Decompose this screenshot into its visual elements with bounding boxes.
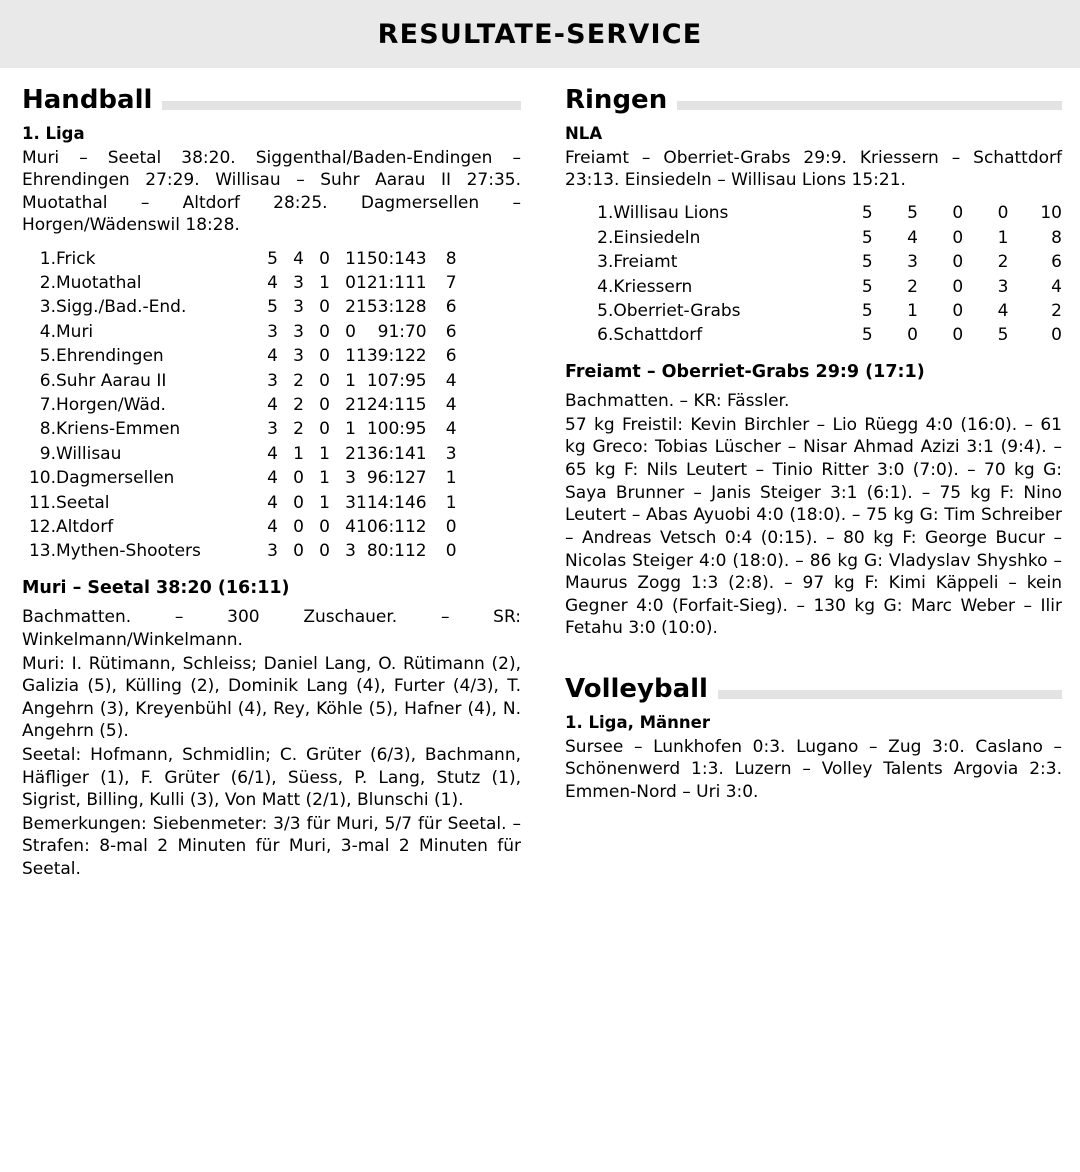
row-losses: 3 — [345, 492, 356, 513]
row-points: 1 — [445, 492, 457, 513]
row-team: Schattdorf — [613, 325, 703, 346]
row-wins: 0 — [293, 492, 304, 513]
row-wins: 0 — [293, 541, 304, 562]
table-row — [22, 296, 457, 320]
handball-standings-table — [22, 247, 457, 564]
row-rank: 3. — [39, 297, 56, 318]
row-draws: 1 — [319, 443, 330, 464]
row-wins: 2 — [293, 419, 304, 440]
row-games: 4 — [267, 468, 278, 489]
row-team: Horgen/Wäd. — [56, 394, 166, 415]
row-draws: 1 — [319, 492, 330, 513]
row-goals: 114:146 — [356, 492, 427, 513]
row-goals: 139:122 — [356, 346, 427, 367]
row-draws: 0 — [319, 517, 330, 537]
row-points: 4 — [445, 394, 457, 415]
row-goals: 80:112 — [366, 541, 427, 562]
match-report-handball — [22, 606, 521, 880]
row-wins: 3 — [293, 346, 304, 367]
row-draws: 0 — [952, 227, 964, 248]
table-row — [22, 393, 457, 417]
row-points: 0 — [445, 541, 457, 562]
row-wins: 4 — [293, 248, 304, 269]
table-row — [22, 369, 457, 393]
row-goals: 121:111 — [356, 272, 427, 293]
row-games: 4 — [267, 272, 278, 293]
row-games: 4 — [267, 492, 278, 513]
table-row — [583, 202, 1062, 226]
section-rule — [718, 690, 1062, 699]
row-draws: 0 — [319, 297, 330, 318]
report-notes: Bemerkungen: Siebenmeter: 3/3 für Muri, 5/7 für Seetal. – Strafen: 8-mal 2 Minuten für Muri, 3-mal 2 Minuten für Seetal. — [22, 813, 521, 880]
row-wins: 4 — [907, 227, 918, 248]
row-games: 5 — [861, 325, 873, 346]
row-draws: 0 — [952, 325, 964, 346]
section-rule — [162, 101, 521, 110]
row-points: 3 — [445, 443, 457, 464]
row-points: 8 — [445, 248, 457, 269]
row-team: Mythen-Shooters — [56, 541, 201, 562]
row-goals: 106:112 — [356, 517, 427, 537]
masthead — [0, 0, 1080, 68]
table-row — [583, 324, 1062, 348]
row-points: 4 — [445, 419, 457, 440]
row-draws: 0 — [319, 419, 330, 440]
row-wins: 0 — [293, 517, 304, 537]
left-column — [16, 68, 521, 882]
report-bouts: 57 kg Freistil: Kevin Birchler – Lio Rüegg 4:0 (16:0). – 61 kg Greco: Tobias Lüscher – Nisar Ahmad Azizi 3:1 (9:4). – 65 kg F: Nils Leutert – Tinio Ritter 3:0 (7:0). – 70 kg G: Saya Brunner – Janis Steiger 3:1 (6:1). – 75 kg F: Nino Leutert – Abas Ayuobi 4:0 (18:0). – 75 kg G: Tim Schreiber – Andreas Vetsch 0:4 (0:15). – 80 kg F: George Bucur – Nicolas Steiger 4:0 (18:0). – 86 kg G: Vladyslav Shyshko – Maurus Zogg 1:3 (2:8). – 97 kg F: Kimi Käppeli – kein Gegner 4:0 (Forfait-Sieg). – 130 kg G: Marc Weber – Ilir Fetahu 3:0 (10:0). — [565, 414, 1062, 639]
row-rank: 4. — [597, 276, 614, 297]
row-games: 5 — [267, 248, 278, 269]
table-row — [22, 247, 457, 271]
row-team: Einsiedeln — [613, 227, 701, 248]
row-wins: 2 — [293, 370, 304, 391]
row-points: 6 — [1051, 252, 1062, 273]
row-wins: 1 — [907, 300, 918, 321]
table-row — [22, 418, 457, 442]
handball-results-text: Muri – Seetal 38:20. Siggenthal/Baden-Endingen – Ehrendingen 27:29. Willisau – Suhr Aarau II 27:35. Muotathal – Altdorf 28:25. Dagmersellen – Horgen/Wädenswil 18:28. — [22, 147, 521, 236]
row-rank: 9. — [39, 443, 56, 464]
row-wins: 3 — [907, 252, 918, 273]
row-draws: 0 — [319, 541, 330, 562]
row-wins: 5 — [907, 203, 918, 224]
row-wins: 0 — [293, 468, 304, 489]
league-label-volleyball: 1. Liga, Männer — [565, 712, 710, 732]
section-rule — [677, 101, 1062, 110]
row-draws: 0 — [319, 394, 330, 415]
row-draws: 0 — [319, 346, 330, 367]
row-games: 5 — [861, 203, 873, 224]
row-draws: 1 — [319, 468, 330, 489]
columns-container — [0, 68, 1080, 882]
row-wins: 3 — [293, 297, 304, 318]
report-venue-line: Bachmatten. – 300 Zuschauer. – SR: Winkelmann/Winkelmann. — [22, 607, 521, 650]
table-row — [22, 540, 457, 564]
row-games: 4 — [267, 346, 278, 367]
row-games: 5 — [861, 300, 873, 321]
row-draws: 0 — [319, 248, 330, 269]
row-goals: 107:95 — [366, 370, 427, 391]
table-row — [22, 491, 457, 515]
row-goals: 153:128 — [356, 297, 427, 318]
row-losses: 1 — [997, 227, 1009, 248]
row-games: 4 — [267, 394, 278, 415]
row-games: 5 — [861, 252, 873, 273]
row-games: 3 — [267, 321, 278, 342]
row-draws: 0 — [952, 203, 964, 224]
section-header-handball — [22, 86, 521, 115]
section-header-ringen — [565, 86, 1062, 115]
row-points: 7 — [445, 272, 457, 293]
row-losses: 1 — [345, 419, 356, 440]
row-wins: 0 — [907, 325, 918, 346]
row-goals: 96:127 — [366, 468, 427, 489]
right-column — [557, 68, 1062, 882]
table-row — [583, 299, 1062, 323]
league-label-handball: 1. Liga — [22, 123, 85, 143]
row-points: 6 — [445, 297, 457, 318]
row-rank: 1. — [39, 248, 56, 269]
section-header-volleyball — [565, 675, 1062, 704]
handball-standings-body — [22, 247, 457, 564]
row-points: 0 — [1051, 325, 1062, 346]
row-rank: 12. — [28, 517, 56, 537]
row-team: Seetal — [56, 492, 110, 513]
row-draws: 1 — [319, 272, 330, 293]
row-goals: 91:70 — [377, 321, 427, 342]
row-team: Suhr Aarau II — [56, 370, 167, 391]
row-losses: 4 — [345, 517, 356, 537]
match-report-title-handball: Muri – Seetal 38:20 (16:11) — [22, 578, 290, 599]
table-row — [583, 275, 1062, 299]
row-losses: 0 — [345, 321, 356, 342]
row-games: 4 — [267, 517, 278, 537]
row-points: 1 — [445, 468, 457, 489]
row-points: 4 — [445, 370, 457, 391]
table-row — [22, 467, 457, 491]
volleyball-results-text: Sursee – Lunkhofen 0:3. Lugano – Zug 3:0. Caslano – Schönenwerd 1:3. Luzern – Volley Talents Argovia 2:3. Emmen-Nord – Uri 3:0. — [565, 736, 1062, 802]
row-goals: 100:95 — [366, 419, 427, 440]
row-wins: 3 — [293, 321, 304, 342]
page-title: RESULTATE-SERVICE — [377, 18, 703, 50]
row-draws: 0 — [319, 321, 330, 342]
row-team: Muotathal — [56, 272, 142, 293]
row-losses: 2 — [345, 443, 356, 464]
row-points: 0 — [445, 517, 457, 537]
row-rank: 5. — [597, 300, 614, 321]
row-draws: 0 — [319, 370, 330, 391]
row-games: 5 — [267, 297, 278, 318]
row-rank: 3. — [597, 252, 614, 273]
row-wins: 2 — [907, 276, 918, 297]
row-rank: 5. — [39, 346, 56, 367]
row-losses: 4 — [997, 300, 1009, 321]
row-losses: 2 — [997, 252, 1009, 273]
row-team: Dagmersellen — [56, 468, 175, 489]
row-team: Willisau — [56, 443, 122, 464]
sport-title-ringen: Ringen — [565, 85, 668, 115]
row-rank: 10. — [28, 468, 56, 489]
row-rank: 13. — [28, 541, 56, 562]
row-team: Kriessern — [613, 276, 693, 297]
row-losses: 1 — [345, 370, 356, 391]
row-rank: 6. — [39, 370, 56, 391]
report-lineup-away: Seetal: Hofmann, Schmidlin; C. Grüter (6/3), Bachmann, Häfliger (1), F. Grüter (6/1), Süess, P. Lang, Stutz (1), Sigrist, Billing, Kulli (3), Von Matt (2/1), Blunschi (1). — [22, 744, 521, 811]
row-games: 5 — [861, 227, 873, 248]
sport-title-volleyball: Volleyball — [565, 673, 708, 704]
match-report-ringen — [565, 390, 1062, 640]
row-team: Muri — [56, 321, 94, 342]
table-row — [22, 320, 457, 344]
row-games: 3 — [267, 419, 278, 440]
ringen-standings-table — [583, 202, 1062, 348]
row-losses: 0 — [997, 203, 1009, 224]
row-points: 6 — [445, 346, 457, 367]
row-wins: 3 — [293, 272, 304, 293]
report-venue-line: Bachmatten. – KR: Fässler. — [565, 391, 790, 412]
table-row — [22, 345, 457, 369]
row-rank: 11. — [28, 492, 56, 513]
row-team: Willisau Lions — [613, 203, 729, 224]
row-rank: 6. — [597, 325, 614, 346]
row-points: 8 — [1051, 227, 1062, 248]
row-goals: 124:115 — [356, 394, 427, 415]
table-row — [583, 251, 1062, 275]
row-team: Frick — [56, 248, 96, 269]
match-report-title-ringen: Freiamt – Oberriet-Grabs 29:9 (17:1) — [565, 362, 925, 383]
row-team: Ehrendingen — [56, 346, 164, 367]
table-row — [583, 226, 1062, 250]
report-lineup-home: Muri: I. Rütimann, Schleiss; Daniel Lang, O. Rütimann (2), Galizia (5), Külling (2), Dominik Lang (4), Furter (4/3), T. Angehrn (3), Kreyenbühl (4), Rey, Köhle (5), Hafner (4), N. Angehrn (5). — [22, 653, 521, 742]
row-team: Freiamt — [613, 252, 678, 273]
table-row — [22, 516, 457, 540]
section-spacer — [565, 641, 1062, 657]
table-row — [22, 442, 457, 466]
row-losses: 1 — [345, 248, 356, 269]
row-wins: 1 — [293, 443, 304, 464]
row-rank: 8. — [39, 419, 56, 440]
row-losses: 2 — [345, 297, 356, 318]
row-points: 10 — [1040, 203, 1062, 224]
row-losses: 1 — [345, 346, 356, 367]
row-games: 4 — [267, 443, 278, 464]
row-team: Oberriet-Grabs — [613, 300, 741, 321]
ringen-standings-body — [583, 202, 1062, 348]
row-points: 4 — [1051, 276, 1062, 297]
row-losses: 3 — [345, 468, 356, 489]
row-draws: 0 — [952, 252, 964, 273]
row-draws: 0 — [952, 276, 964, 297]
row-rank: 7. — [39, 394, 56, 415]
row-losses: 0 — [345, 272, 356, 293]
row-goals: 150:143 — [356, 248, 427, 269]
row-points: 6 — [445, 321, 457, 342]
row-games: 3 — [267, 370, 278, 391]
row-games: 5 — [861, 276, 873, 297]
row-rank: 4. — [39, 321, 56, 342]
row-games: 3 — [267, 541, 278, 562]
row-losses: 2 — [345, 394, 356, 415]
row-draws: 0 — [952, 300, 964, 321]
row-losses: 3 — [997, 276, 1009, 297]
row-wins: 2 — [293, 394, 304, 415]
sport-title-handball: Handball — [22, 85, 153, 115]
row-goals: 136:141 — [356, 443, 427, 464]
row-points: 2 — [1051, 300, 1062, 321]
row-team: Altdorf — [56, 517, 114, 537]
row-team: Kriens-Emmen — [56, 419, 181, 440]
row-losses: 3 — [345, 541, 356, 562]
table-row — [22, 271, 457, 295]
row-rank: 2. — [39, 272, 56, 293]
row-rank: 2. — [597, 227, 614, 248]
ringen-results-text: Freiamt – Oberriet-Grabs 29:9. Kriessern – Schattdorf 23:13. Einsiedeln – Willisau Lions 15:21. — [565, 147, 1062, 191]
row-losses: 5 — [997, 325, 1009, 346]
row-rank: 1. — [597, 203, 614, 224]
league-label-ringen: NLA — [565, 123, 603, 143]
row-team: Sigg./Bad.-End. — [56, 297, 187, 318]
